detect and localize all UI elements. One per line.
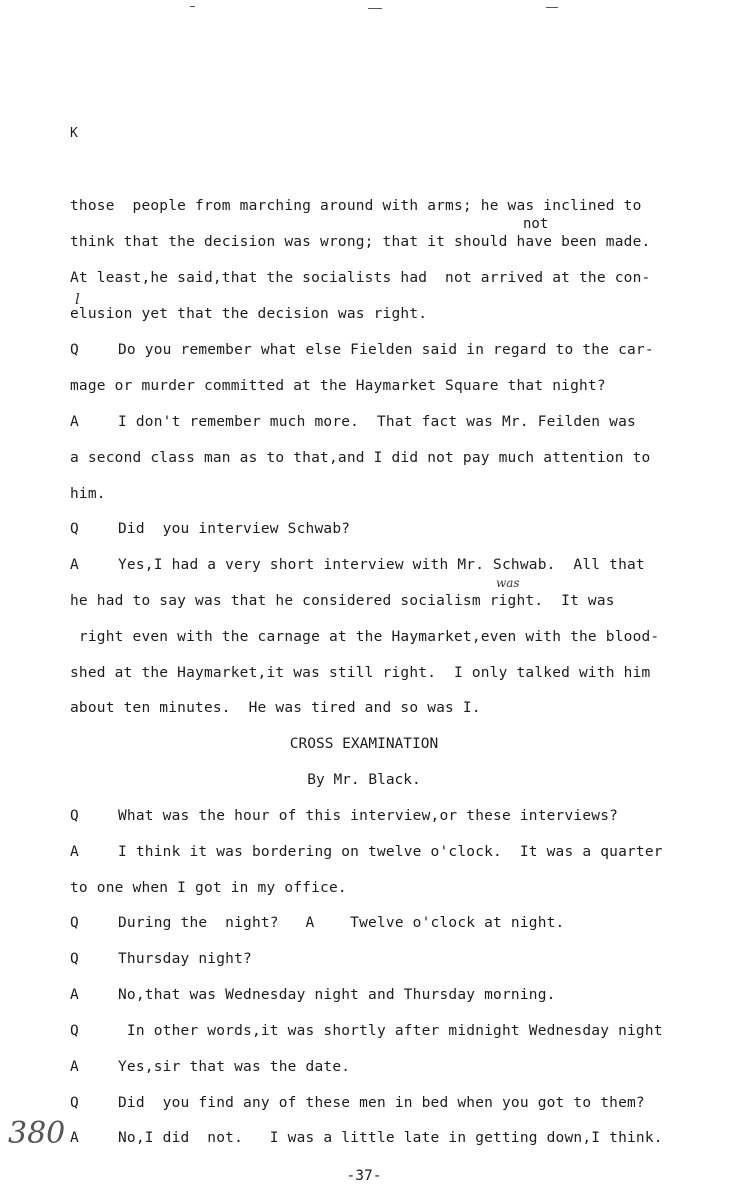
qa-text: Did you find any of these men in bed when you got to them? [118, 1095, 645, 1111]
text-line: At least,he said,that the socialists had not arrived at the con- [70, 270, 651, 286]
qa-text: I think it was bordering on twelve o'clock. It was a quarter [118, 844, 663, 860]
qa-label: Q [70, 915, 79, 931]
insertion-not: not [523, 216, 549, 232]
qa-text: During the night? A Twelve o'clock at night. [118, 915, 565, 931]
qa-label: Q [70, 521, 79, 537]
qa-text: No,that was Wednesday night and Thursday morning. [118, 987, 556, 1003]
qa-label: Q [70, 342, 79, 358]
qa-text: I don't remember much more. That fact was Mr. Feilden was [118, 414, 636, 430]
qa-text: mage or murder committed at the Haymarket Square that night? [70, 378, 606, 394]
qa-text: In other words,it was shortly after midnight Wednesday night [118, 1023, 663, 1039]
qa-text: Did you interview Schwab? [118, 521, 351, 537]
examiner-line: By Mr. Black. [307, 772, 421, 788]
scan-mark [546, 7, 558, 8]
scan-mark [190, 6, 195, 7]
insertion-was: was [496, 576, 520, 590]
header-letter: K [70, 126, 78, 141]
page-number: -37- [346, 1168, 382, 1184]
qa-label: Q [70, 1095, 79, 1111]
qa-text: him. [70, 486, 106, 502]
qa-label: A [70, 844, 79, 860]
qa-label: Q [70, 1023, 79, 1039]
section-heading: CROSS EXAMINATION [289, 736, 439, 752]
qa-label: A [70, 1059, 79, 1075]
text-line: elusion yet that the decision was right. [70, 306, 428, 322]
qa-text: right even with the carnage at the Haymarket,even with the blood- [70, 629, 660, 645]
qa-text: he had to say was that he considered socialism right. It was [70, 593, 615, 609]
qa-label: A [70, 1130, 79, 1146]
qa-text: What was the hour of this interview,or these interviews? [118, 808, 619, 824]
insertion-l: l [75, 290, 80, 308]
qa-label: A [70, 414, 79, 430]
qa-text: to one when I got in my office. [70, 880, 347, 896]
text-line: those people from marching around with arms; he was inclined to [70, 198, 642, 214]
text-line: think that the decision was wrong; that it should have been made. [70, 234, 651, 250]
qa-text: shed at the Haymarket,it was still right. I only talked with him [70, 665, 651, 681]
qa-text: Do you remember what else Fielden said in regard to the car- [118, 342, 654, 358]
qa-text: Yes,sir that was the date. [118, 1059, 351, 1075]
qa-label: A [70, 987, 79, 1003]
qa-label: Q [70, 951, 79, 967]
qa-label: A [70, 557, 79, 573]
qa-text: a second class man as to that,and I did not pay much attention to [70, 450, 651, 466]
qa-text: No,I did not. I was a little late in getting down,I think. [118, 1130, 663, 1146]
qa-text: about ten minutes. He was tired and so was I. [70, 700, 481, 716]
qa-text: Yes,I had a very short interview with Mr. Schwab. All that [118, 557, 645, 573]
qa-label: Q [70, 808, 79, 824]
qa-text: Thursday night? [118, 951, 252, 967]
margin-note: 380 [8, 1116, 66, 1151]
scan-mark [368, 8, 382, 9]
